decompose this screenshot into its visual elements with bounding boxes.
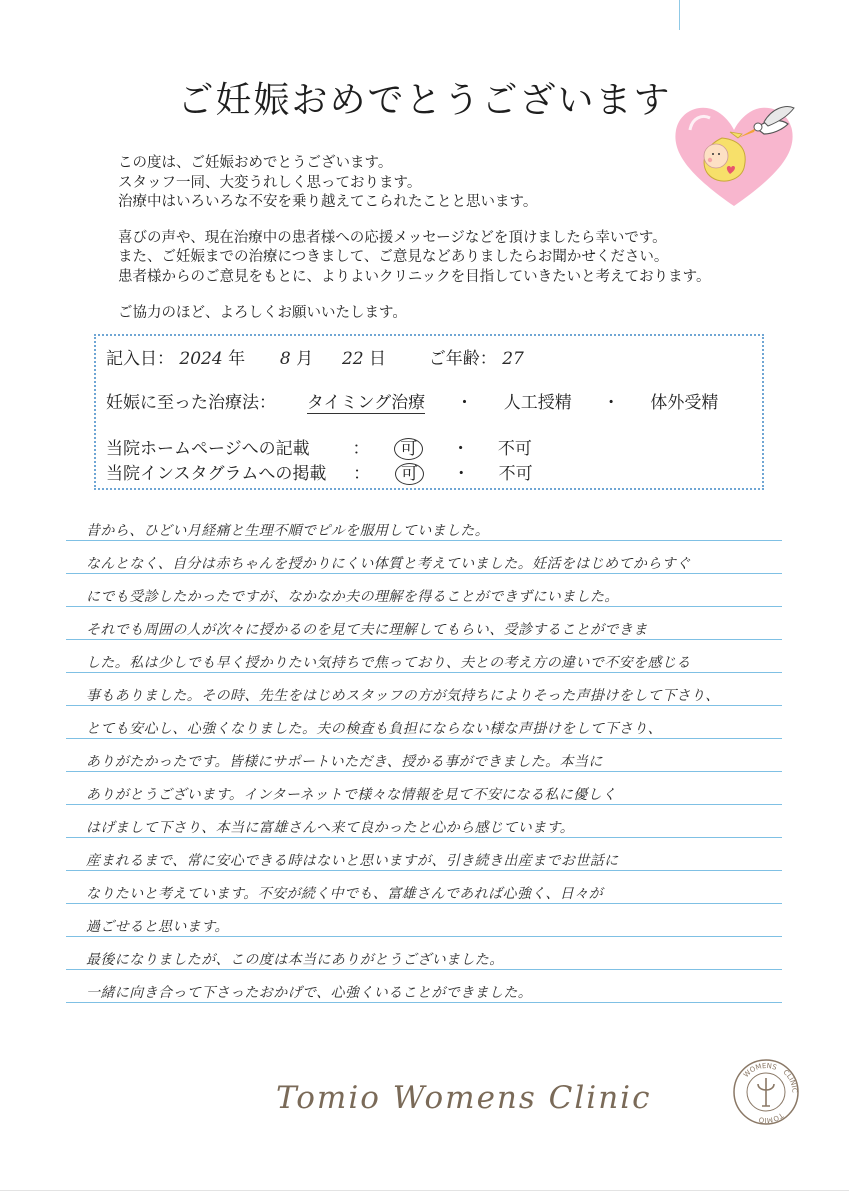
intro-line: また、ご妊娠までの治療につきまして、ご意見などありましたらお聞かせください。 — [118, 249, 669, 266]
ruled-line — [66, 738, 782, 739]
ruled-line — [66, 804, 782, 805]
intro-line: スタッフ一同、大変うれしく思っております。 — [118, 174, 422, 191]
treatment-option-ivf: 体外受精 — [650, 393, 719, 413]
instagram-separator: ・ — [452, 464, 470, 484]
message-line: それでも周囲の人が次々に授かるのを見て夫に理解してもらい、受診することができま — [86, 622, 648, 638]
age-value: 27 — [502, 349, 524, 369]
ruled-line — [66, 606, 782, 607]
date-label: 記入日： — [106, 349, 174, 369]
message-line: にでも受診したかったですが、なかなか夫の理解を得ることができずにいました。 — [86, 589, 619, 605]
emblem-right-text: CLINIC — [781, 1068, 799, 1094]
ruled-line — [66, 573, 782, 574]
instagram-yes-circled: 可 — [395, 463, 424, 485]
ruled-line — [66, 969, 782, 970]
message-line: 産まれるまで、常に安心できる時はないと思いますが、引き続き出産までお世話に — [86, 853, 619, 869]
message-line: 事もありました。その時、先生をはじめスタッフの方が気持ちによりそった声掛けをして下さり、 — [86, 688, 720, 704]
treatment-option-timing: タイミング治療 — [307, 388, 425, 414]
treatment-separator: ・ — [455, 393, 473, 413]
intro-line: 患者様からのご意見をもとに、よりよいクリニックを目指していきたいと考えております。 — [118, 268, 711, 285]
homepage-no: 不可 — [497, 439, 532, 459]
message-line: なんとなく、自分は赤ちゃんを授かりにくい体質と考えていました。妊活をはじめてからすぐ — [86, 556, 691, 572]
message-line: 昔から、ひどい月経痛と生理不順でピルを服用していました。 — [86, 523, 490, 539]
emblem-top-text: WOMENS — [742, 1061, 778, 1080]
message-line: ありがとうございます。インターネットで様々な情報を見て不安になる私に優しく — [86, 787, 617, 803]
top-margin-mark — [679, 0, 680, 30]
ruled-line — [66, 540, 782, 541]
message-line: なりたいと考えています。不安が続く中でも、富雄さんであれば心強く、日々が — [86, 886, 603, 902]
clinic-emblem-icon — [732, 1058, 800, 1126]
date-year-value: 2024 — [179, 349, 223, 369]
date-age-row — [106, 344, 524, 369]
page-title: ご妊娠おめでとうございます — [177, 80, 672, 121]
ruled-line — [66, 771, 782, 772]
message-line: はげまして下さり、本当に富雄さんへ来て良かったと心から感じています。 — [86, 820, 575, 836]
emblem-bottom-text: TOMIO — [758, 1110, 785, 1125]
treatment-separator: ・ — [602, 393, 620, 413]
treatment-row — [106, 388, 718, 414]
day-unit: 日 — [368, 349, 386, 369]
ruled-line — [66, 903, 782, 904]
homepage-colon: ： — [352, 439, 370, 459]
message-line: した。私は少しでも早く授かりたい気持ちで焦っており、夫との考え方の違いで不安を感じる — [86, 655, 691, 671]
message-line: とても安心し、心強くなりました。夫の検査も負担にならない様な声掛けをして下さり、 — [86, 721, 662, 737]
homepage-separator: ・ — [452, 439, 470, 459]
instagram-consent-row — [106, 459, 533, 485]
bottom-scan-edge — [0, 1190, 849, 1191]
intro-text — [118, 154, 768, 323]
ruled-line — [66, 837, 782, 838]
intro-line: 治療中はいろいろな不安を乗り越えてこられたことと思います。 — [118, 194, 538, 211]
message-line: 過ごせると思います。 — [86, 919, 229, 935]
intro-line: ご協力のほど、よろしくお願いいたします。 — [118, 304, 407, 321]
treatment-option-iui: 人工授精 — [503, 393, 572, 413]
message-line: 一緒に向き合って下さったおかげで、心強くいることができました。 — [86, 985, 533, 1001]
instagram-no: 不可 — [498, 464, 533, 484]
instagram-label: 当院インスタグラムへの掲載 — [106, 464, 327, 484]
ruled-line — [66, 870, 782, 871]
message-line: ありがたかったです。皆様にサポートいただき、授かる事ができました。本当に — [86, 754, 603, 770]
ruled-line — [66, 1002, 782, 1003]
intro-line: この度は、ご妊娠おめでとうございます。 — [118, 155, 393, 171]
stork-head — [754, 123, 762, 131]
date-day-value: 22 — [341, 349, 364, 369]
handwritten-message-area — [66, 520, 782, 1020]
intro-line: 喜びの声や、現在治療中の患者様への応援メッセージなどを頂けましたら幸いです。 — [118, 229, 667, 246]
ruled-line — [66, 672, 782, 673]
homepage-consent-row — [106, 434, 532, 460]
month-unit: 月 — [296, 349, 314, 369]
ruled-line — [66, 705, 782, 706]
clinic-logo-text: Tomio Womens Clinic — [276, 1080, 652, 1116]
message-line: 最後になりましたが、この度は本当にありがとうございました。 — [86, 952, 504, 968]
info-form-box — [94, 334, 764, 490]
homepage-label: 当院ホームページへの記載 — [106, 439, 310, 459]
instagram-colon: ： — [353, 464, 371, 484]
homepage-yes-circled: 可 — [394, 438, 423, 460]
treatment-label: 妊娠に至った治療法： — [106, 393, 276, 413]
ruled-line — [66, 639, 782, 640]
date-month-value: 8 — [279, 349, 291, 369]
ruled-line — [66, 936, 782, 937]
age-label: ご年齢： — [428, 349, 497, 369]
year-unit: 年 — [228, 349, 246, 369]
